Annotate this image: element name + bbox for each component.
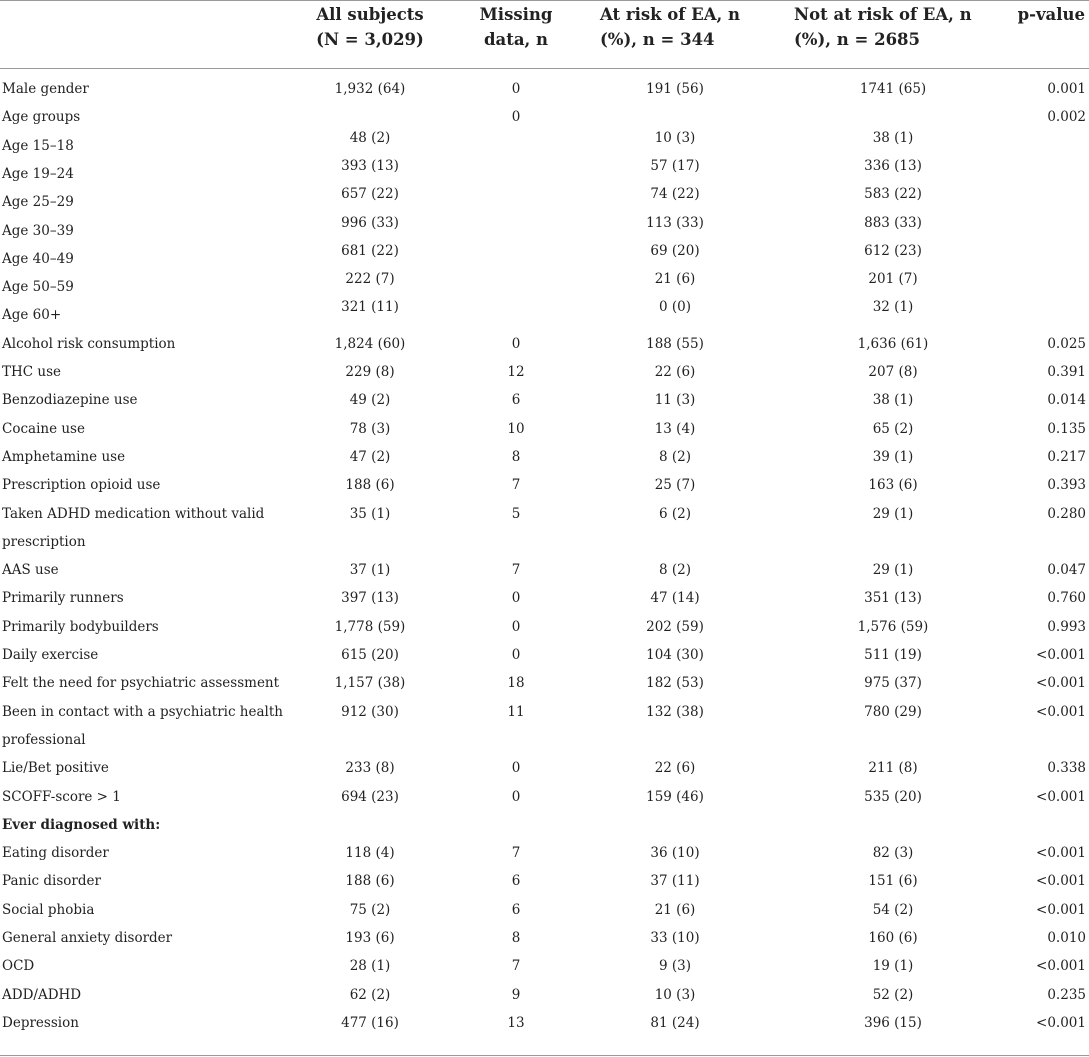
cell-at-risk: 57 (17) (650, 157, 700, 174)
cell-at-risk: 13 (4) (654, 420, 696, 437)
cell-not-at-risk: 975 (37) (864, 675, 922, 692)
cell-at-risk: 22 (6) (654, 364, 696, 380)
cell-not-at-risk: 32 (1) (872, 299, 914, 316)
cell-at-risk: 0 (0) (658, 299, 691, 316)
cell-all-subjects: 222 (7) (345, 271, 395, 288)
cell-all-subjects: 477 (16) (341, 1014, 399, 1031)
row-label: Age 40–49 (2, 250, 74, 267)
cell-p-value: <0.001 (1036, 703, 1086, 720)
cell-p-value: 0.280 (1047, 505, 1086, 522)
cell-missing-data: 0 (511, 590, 521, 607)
cell-p-value: <0.001 (1036, 873, 1086, 890)
table-top-rule (0, 0, 1089, 1)
cell-not-at-risk: 151 (6) (868, 873, 918, 890)
cell-all-subjects: 48 (2) (349, 129, 391, 146)
cell-at-risk: 8 (2) (658, 562, 691, 579)
cell-not-at-risk: 19 (1) (872, 958, 914, 975)
cell-not-at-risk: 29 (1) (872, 562, 914, 579)
cell-at-risk: 159 (46) (646, 788, 704, 805)
cell-at-risk: 9 (3) (658, 958, 691, 975)
cell-not-at-risk: 396 (15) (864, 1014, 922, 1031)
row-label: Amphetamine use (2, 448, 126, 465)
row-label: professional (2, 731, 86, 748)
cell-not-at-risk: 65 (2) (872, 420, 914, 437)
cell-not-at-risk: 39 (1) (872, 448, 914, 465)
cell-all-subjects: 28 (1) (349, 958, 391, 975)
cell-missing-data: 7 (511, 958, 521, 975)
cell-missing-data: 8 (511, 448, 521, 465)
cell-at-risk: 21 (6) (654, 271, 696, 288)
row-label: Cocaine use (2, 420, 85, 437)
cell-missing-data: 5 (511, 505, 521, 522)
cell-at-risk: 11 (3) (654, 392, 696, 409)
row-label: Panic disorder (2, 873, 101, 890)
cell-missing-data: 6 (511, 392, 521, 409)
cell-at-risk: 188 (55) (646, 335, 704, 352)
cell-p-value: 0.235 (1047, 986, 1086, 1003)
cell-missing-data: 0 (511, 760, 521, 777)
cell-all-subjects: 1,157 (38) (334, 675, 406, 692)
cell-missing-data: 11 (507, 703, 525, 720)
cell-not-at-risk: 207 (8) (868, 364, 918, 380)
cell-not-at-risk: 38 (1) (872, 392, 914, 409)
cell-missing-data: 0 (511, 788, 521, 805)
cell-at-risk: 202 (59) (646, 618, 704, 635)
cell-missing-data: 0 (511, 109, 521, 126)
cell-all-subjects: 47 (2) (349, 448, 391, 465)
header-missing-data (466, 2, 566, 54)
header-rule (0, 68, 1089, 69)
cell-at-risk: 74 (22) (650, 186, 700, 203)
cell-missing-data: 10 (507, 420, 525, 437)
row-label: Age 19–24 (2, 165, 74, 182)
row-label: AAS use (2, 562, 59, 579)
cell-at-risk: 36 (10) (650, 845, 700, 862)
cell-all-subjects: 188 (6) (345, 477, 395, 494)
row-label: prescription (2, 533, 86, 550)
cell-not-at-risk: 351 (13) (864, 590, 922, 607)
cell-not-at-risk: 511 (19) (864, 647, 922, 663)
cell-p-value: 0.760 (1047, 590, 1086, 607)
cell-p-value: 0.135 (1047, 420, 1086, 437)
cell-p-value: <0.001 (1036, 647, 1086, 663)
row-label: Primarily bodybuilders (2, 618, 159, 635)
cell-all-subjects: 393 (13) (341, 157, 399, 174)
cell-missing-data: 6 (511, 901, 521, 918)
cell-at-risk: 25 (7) (654, 477, 696, 494)
cell-all-subjects: 996 (33) (341, 214, 399, 231)
cell-all-subjects: 1,778 (59) (334, 618, 406, 635)
row-label: Age 15–18 (2, 137, 74, 154)
row-label: Ever diagnosed with: (2, 816, 161, 833)
cell-not-at-risk: 535 (20) (864, 788, 922, 805)
row-label: Daily exercise (2, 647, 99, 663)
cell-at-risk: 191 (56) (646, 81, 704, 97)
cell-not-at-risk: 1741 (65) (859, 81, 927, 97)
cell-all-subjects: 49 (2) (349, 392, 391, 409)
cell-all-subjects: 233 (8) (345, 760, 395, 777)
cell-not-at-risk: 336 (13) (864, 157, 922, 174)
header-text: Not at risk of EA, n (794, 5, 972, 24)
row-label: Depression (2, 1014, 79, 1031)
cell-missing-data: 0 (511, 81, 521, 97)
cell-at-risk: 132 (38) (646, 703, 704, 720)
row-label: Been in contact with a psychiatric health (2, 703, 283, 720)
row-label: THC use (2, 364, 62, 380)
cell-missing-data: 7 (511, 477, 521, 494)
cell-at-risk: 6 (2) (658, 505, 691, 522)
cell-missing-data: 8 (511, 930, 521, 946)
cell-at-risk: 37 (11) (650, 873, 700, 890)
cell-all-subjects: 118 (4) (345, 845, 395, 862)
cell-at-risk: 10 (3) (654, 129, 696, 146)
cell-at-risk: 104 (30) (646, 647, 704, 663)
row-label: Age 50–59 (2, 279, 74, 296)
cell-all-subjects: 397 (13) (341, 590, 399, 607)
cell-at-risk: 22 (6) (654, 760, 696, 777)
cell-p-value: 0.002 (1047, 109, 1086, 126)
cell-all-subjects: 1,932 (64) (334, 81, 406, 97)
header-text: (N = 3,029) (316, 30, 424, 49)
row-label: Age 25–29 (2, 194, 74, 211)
cell-not-at-risk: 612 (23) (864, 242, 922, 259)
cell-p-value: <0.001 (1036, 958, 1086, 975)
cell-p-value: 0.993 (1047, 618, 1086, 635)
row-label: OCD (2, 958, 35, 975)
table-bottom-rule (0, 1055, 1089, 1056)
cell-not-at-risk: 82 (3) (872, 845, 914, 862)
cell-not-at-risk: 883 (33) (864, 214, 922, 231)
cell-all-subjects: 912 (30) (341, 703, 399, 720)
cell-all-subjects: 229 (8) (345, 364, 395, 380)
cell-all-subjects: 35 (1) (349, 505, 391, 522)
cell-all-subjects: 37 (1) (349, 562, 391, 579)
cell-at-risk: 21 (6) (654, 901, 696, 918)
cell-missing-data: 7 (511, 562, 521, 579)
cell-all-subjects: 681 (22) (341, 242, 399, 259)
row-label: General anxiety disorder (2, 930, 173, 946)
cell-p-value: 0.338 (1047, 760, 1086, 777)
row-label: Male gender (2, 81, 89, 97)
cell-missing-data: 18 (507, 675, 525, 692)
cell-not-at-risk: 38 (1) (872, 129, 914, 146)
header-at-risk (600, 2, 780, 54)
cell-p-value: 0.010 (1047, 930, 1086, 946)
cell-not-at-risk: 201 (7) (868, 271, 918, 288)
row-label: Age groups (2, 109, 81, 126)
cell-all-subjects: 188 (6) (345, 873, 395, 890)
row-label: Felt the need for psychiatric assessment (2, 675, 280, 692)
row-label: Eating disorder (2, 845, 109, 862)
cell-p-value: <0.001 (1036, 675, 1086, 692)
cell-p-value: 0.217 (1047, 448, 1086, 465)
cell-missing-data: 0 (511, 618, 521, 635)
header-text: All subjects (316, 5, 424, 24)
cell-all-subjects: 321 (11) (341, 299, 399, 316)
cell-all-subjects: 62 (2) (349, 986, 391, 1003)
cell-at-risk: 81 (24) (650, 1014, 700, 1031)
row-label: SCOFF-score > 1 (2, 788, 121, 805)
cell-missing-data: 12 (507, 364, 525, 380)
row-label: Social phobia (2, 901, 95, 918)
cell-missing-data: 9 (511, 986, 521, 1003)
cell-at-risk: 8 (2) (658, 448, 691, 465)
cell-p-value: 0.393 (1047, 477, 1086, 494)
cell-p-value: <0.001 (1036, 788, 1086, 805)
row-label: Taken ADHD medication without valid (2, 505, 265, 522)
row-label: Lie/Bet positive (2, 760, 109, 777)
cell-all-subjects: 615 (20) (341, 647, 399, 663)
cell-not-at-risk: 160 (6) (868, 930, 918, 946)
header-text: (%), n = 2685 (794, 30, 921, 49)
cell-all-subjects: 1,824 (60) (334, 335, 406, 352)
cell-at-risk: 69 (20) (650, 242, 700, 259)
header-p-value (1010, 2, 1088, 54)
cell-at-risk: 47 (14) (650, 590, 700, 607)
cell-not-at-risk: 54 (2) (872, 901, 914, 918)
cell-missing-data: 7 (511, 845, 521, 862)
cell-not-at-risk: 52 (2) (872, 986, 914, 1003)
cell-missing-data: 0 (511, 647, 521, 663)
cell-all-subjects: 657 (22) (341, 186, 399, 203)
cell-at-risk: 113 (33) (646, 214, 704, 231)
cell-p-value: 0.391 (1047, 364, 1086, 380)
cell-all-subjects: 78 (3) (349, 420, 391, 437)
cell-not-at-risk: 211 (8) (868, 760, 918, 777)
cell-not-at-risk: 1,576 (59) (857, 618, 929, 635)
cell-all-subjects: 193 (6) (345, 930, 395, 946)
row-label: Benzodiazepine use (2, 392, 138, 409)
cell-missing-data: 13 (507, 1014, 525, 1031)
header-text: (%), n = 344 (600, 30, 715, 49)
header-not-at-risk (794, 2, 994, 54)
cell-p-value: 0.001 (1047, 81, 1086, 97)
cell-not-at-risk: 163 (6) (868, 477, 918, 494)
header-text: Missing (479, 5, 553, 24)
cell-p-value: 0.014 (1047, 392, 1086, 409)
cell-not-at-risk: 1,636 (61) (857, 335, 929, 352)
cell-at-risk: 182 (53) (646, 675, 704, 692)
cell-missing-data: 0 (511, 335, 521, 352)
header-all-subjects (300, 2, 440, 54)
cell-missing-data: 6 (511, 873, 521, 890)
header-text: p-value (1017, 5, 1085, 24)
row-label: Primarily runners (2, 590, 124, 607)
cell-not-at-risk: 583 (22) (864, 186, 922, 203)
row-label: Age 30–39 (2, 222, 74, 239)
row-label: ADD/ADHD (2, 986, 82, 1003)
header-text: At risk of EA, n (600, 5, 741, 24)
header-text: data, n (483, 30, 549, 49)
cell-all-subjects: 75 (2) (349, 901, 391, 918)
cell-p-value: 0.025 (1047, 335, 1086, 352)
cell-p-value: <0.001 (1036, 901, 1086, 918)
cell-not-at-risk: 29 (1) (872, 505, 914, 522)
row-label: Age 60+ (2, 307, 62, 324)
cell-not-at-risk: 780 (29) (864, 703, 922, 720)
row-label: Alcohol risk consumption (2, 335, 176, 352)
cell-p-value: <0.001 (1036, 845, 1086, 862)
cell-at-risk: 10 (3) (654, 986, 696, 1003)
row-label: Prescription opioid use (2, 477, 161, 494)
cell-at-risk: 33 (10) (650, 930, 700, 946)
cell-all-subjects: 694 (23) (341, 788, 399, 805)
cell-p-value: 0.047 (1047, 562, 1086, 579)
cell-p-value: <0.001 (1036, 1014, 1086, 1031)
